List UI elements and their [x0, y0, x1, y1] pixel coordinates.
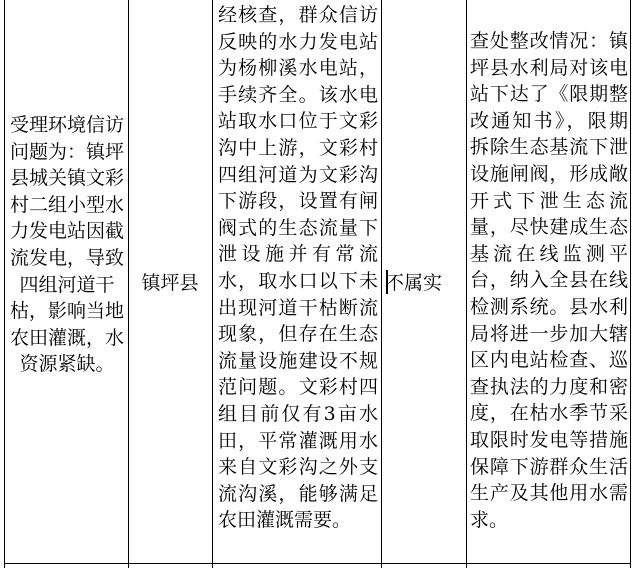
table-border-left: [4, 0, 5, 568]
column-divider: [128, 0, 129, 568]
finding-cell: 不属实: [385, 272, 443, 294]
column-divider: [212, 0, 213, 568]
column-divider: [381, 0, 382, 568]
issue-cell: 受理环境信访问题为：镇坪县城关镇文彩村二组小型水力发电站因截流发电，导致四组河道干枯，影响当地农田灌溉，水资源紧缺。: [9, 114, 124, 376]
verification-cell: 经核查，群众信访反映的水力发电站为杨柳溪水电站，手续齐全。该水电站取水口位于文彩沟中上游，文彩村四组河道为文彩沟下游段，设置有闸阀式的生态流量下泄设施并有常流水，取水口以下未出现河道干枯断流现象，但存在生态流量设施建设不规范问题。文彩村四组目前仅有3亩水田，平常灌溉用水来自文彩沟之外支流沟溪，能够满足农田灌溉需要。: [218, 4, 378, 532]
rectification-cell: 查处整改情况：镇坪县水利局对该电站下达了《限期整改通知书》，限期拆除生态基流下泄设施闸阀，形成敞开式下泄生态流量，尽快建成生态基流在线监测平台，纳入全县在线检测系统。县水利局将进一步加大辖区内电站检查、巡查执法的力度和密度，在枯水季节采取限时发电等措施保障下游群众生活生产及其他用水需求。: [470, 30, 628, 531]
table-border-right: [630, 0, 631, 568]
table-border-bottom: [4, 563, 630, 564]
county-cell: 镇坪县: [141, 272, 199, 294]
column-divider: [466, 0, 467, 568]
